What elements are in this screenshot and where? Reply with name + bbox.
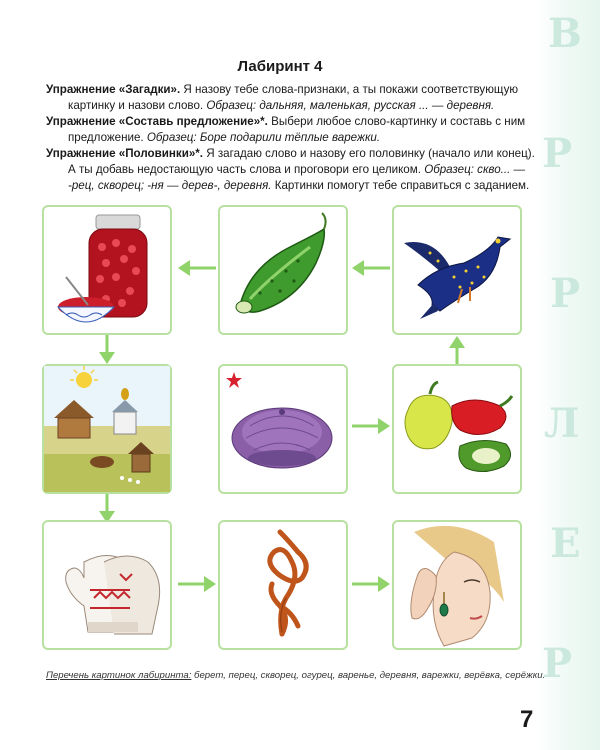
footnote-list: берет, перец, скворец, огурец, варенье, деревня, варежки, верёвка, серёжки. xyxy=(194,670,546,681)
card-earrings[interactable] xyxy=(392,520,522,650)
card-pepper[interactable] xyxy=(392,364,522,494)
jam-jar-picture xyxy=(44,207,170,333)
arrow-right xyxy=(350,416,392,436)
card-jam[interactable] xyxy=(42,205,172,335)
footnote-label: Перечень картинок лабиринта: xyxy=(46,670,192,681)
arrow-left xyxy=(176,258,218,278)
village-picture xyxy=(44,366,170,492)
picture-list-footnote xyxy=(46,670,566,681)
card-beret[interactable] xyxy=(218,364,348,494)
exercise-make-sentence: Упражнение «Составь предложение»*. Выбери любое слово-картинку и составь с ним предложение. Образец: Боре подарили тёплые варежки. xyxy=(46,115,526,144)
rope-picture xyxy=(220,522,346,648)
card-cucumber[interactable] xyxy=(218,205,348,335)
exercise-name: Упражнение «Половинки»*. xyxy=(46,147,204,160)
exercise-name: Упражнение «Составь предложение»*. xyxy=(46,115,268,128)
arrow-right xyxy=(350,574,392,594)
card-rope[interactable] xyxy=(218,520,348,650)
star-icon xyxy=(226,372,242,388)
mittens-picture xyxy=(44,522,170,648)
exercise-name: Упражнение «Загадки». xyxy=(46,83,181,96)
card-starling[interactable] xyxy=(392,205,522,335)
card-mittens[interactable] xyxy=(42,520,172,650)
arrow-up xyxy=(447,335,467,365)
arrow-left xyxy=(350,258,392,278)
decorative-letters-strip: В Р Р Л Е Р xyxy=(538,0,600,750)
pepper-picture xyxy=(394,366,520,492)
page-title: Лабиринт 4 xyxy=(237,58,323,75)
cucumber-picture xyxy=(220,207,346,333)
exercise-halves: Упражнение «Половинки»*. Я загадаю слово и назову его половинку (начало или конец). А ты добавь недостающую часть слова и проговори его целиком. Образец: скво... — -рец, скворец; -ня — дерев-, деревня. Картинки помогут тебе справиться с заданием. xyxy=(46,147,535,192)
card-village[interactable] xyxy=(42,364,172,494)
page-number: 7 xyxy=(520,706,534,733)
exercise-riddles: Упражнение «Загадки». Я назову тебе слова-признаки, а ты покажи соответствующую картинку и назови слово. Образец: дальняя, маленькая, русская ... — деревня. xyxy=(46,83,519,112)
arrow-right xyxy=(176,574,218,594)
beret-picture xyxy=(220,366,346,492)
starling-picture xyxy=(394,207,520,333)
earrings-picture xyxy=(394,522,520,648)
arrow-down xyxy=(97,335,117,365)
